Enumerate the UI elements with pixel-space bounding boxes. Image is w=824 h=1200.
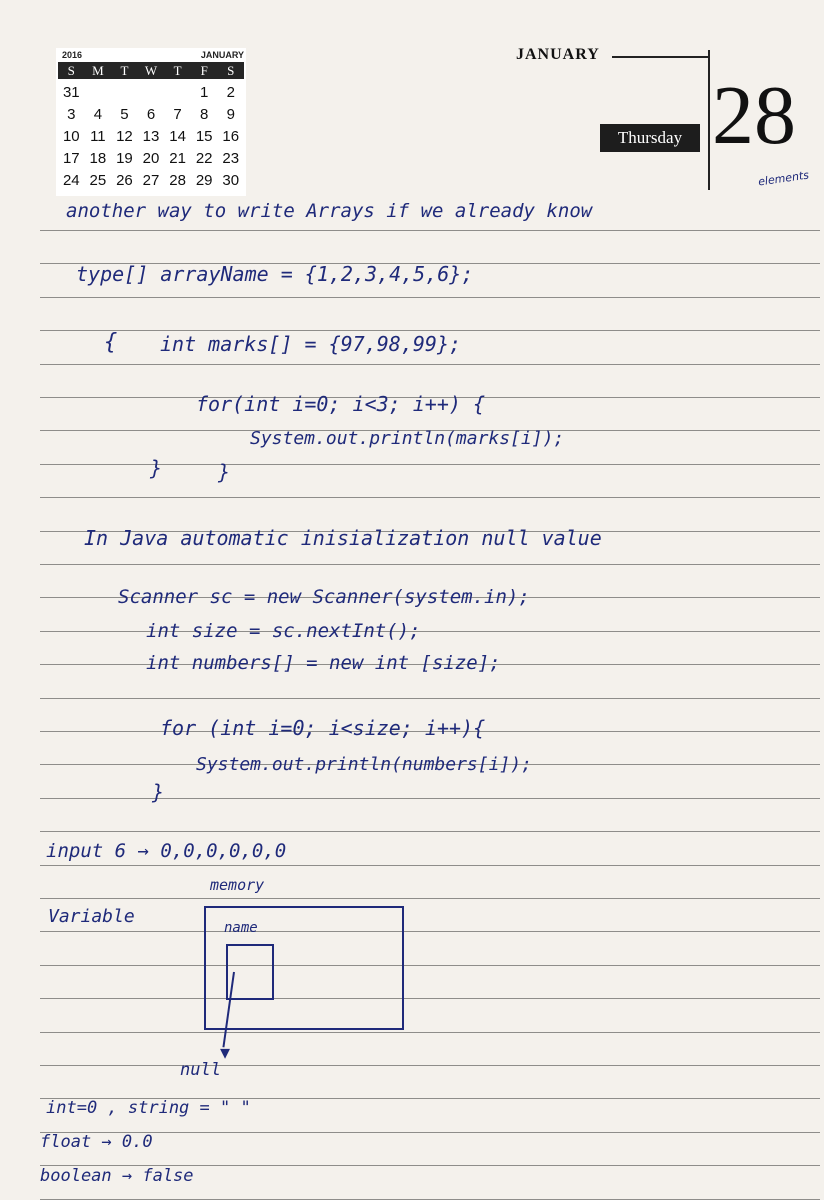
- calendar-day: 8: [200, 106, 209, 123]
- calendar-day: 25: [89, 172, 107, 189]
- calendar-day: 7: [173, 106, 182, 123]
- calendar-day: 5: [120, 106, 129, 123]
- month-underline: [612, 56, 708, 58]
- code-line: int marks[] = {97,98,99};: [160, 332, 462, 356]
- arrow-head-icon: ▾: [220, 1040, 231, 1064]
- weekday-label: Thursday: [600, 124, 700, 152]
- code-line: int numbers[] = new int [size];: [146, 652, 501, 674]
- memory-label: memory: [210, 876, 265, 894]
- code-line: System.out.println(numbers[i]);: [196, 754, 532, 775]
- calendar-year: 2016: [62, 50, 83, 60]
- rule-line: [40, 564, 820, 565]
- calendar-month: JANUARY: [200, 50, 244, 60]
- calendar-day: 1: [200, 84, 209, 101]
- calendar-day: 13: [142, 128, 160, 145]
- day-number: 28: [712, 69, 796, 162]
- code-line: type[] arrayName = {1,2,3,4,5,6};: [76, 262, 474, 286]
- rule-line: [40, 364, 820, 365]
- calendar-day: 6: [146, 106, 156, 123]
- rule-line: [40, 1065, 820, 1066]
- calendar-day: 11: [90, 128, 106, 145]
- side-note: elements: [757, 168, 810, 189]
- calendar-day: 4: [93, 106, 103, 123]
- rule-line: [40, 831, 820, 832]
- rule-line: [40, 330, 820, 331]
- calendar-day: 21: [169, 150, 186, 167]
- rule-line: [40, 698, 820, 699]
- calendar-day: [138, 82, 165, 104]
- calendar-day: 2: [226, 84, 235, 101]
- calendar-day: 29: [195, 172, 213, 189]
- calendar-grid: [58, 82, 244, 192]
- rule-line: [40, 230, 820, 231]
- brace: }: [150, 456, 163, 480]
- rule-line: [40, 865, 820, 866]
- rule-line: [40, 898, 820, 899]
- calendar-day: 10: [62, 128, 80, 145]
- calendar-day: 22: [195, 150, 213, 167]
- rule-line: [40, 1132, 820, 1133]
- calendar-day: 23: [222, 150, 240, 167]
- calendar-day: 19: [116, 150, 133, 167]
- calendar-weekday: M: [92, 63, 104, 78]
- calendar-day: 31: [62, 84, 80, 101]
- calendar-day: 9: [226, 106, 235, 123]
- calendar-weekday: T: [120, 63, 129, 78]
- note-line: input 6 → 0,0,0,0,0,0: [46, 840, 287, 862]
- calendar-day: 27: [142, 172, 160, 189]
- calendar-day: 20: [142, 150, 160, 167]
- code-line: for(int i=0; i<3; i++) {: [196, 392, 485, 416]
- calendar-day: 18: [89, 150, 107, 167]
- calendar-day: 28: [169, 172, 186, 189]
- calendar-weekday: F: [200, 63, 208, 78]
- rule-line: [40, 497, 820, 498]
- rule-line: [40, 1032, 820, 1033]
- brace: }: [152, 780, 165, 804]
- calendar-day: 30: [222, 172, 240, 189]
- calendar-day: 12: [116, 128, 133, 145]
- code-line: int size = sc.nextInt();: [146, 620, 421, 642]
- note-line: float → 0.0: [40, 1132, 153, 1152]
- calendar-day: [85, 82, 112, 104]
- note-line: boolean → false: [40, 1166, 194, 1186]
- calendar-day: 26: [116, 172, 133, 189]
- calendar-weekday: T: [173, 63, 182, 78]
- calendar-weekday: S: [227, 63, 235, 78]
- note-line: int=0 , string = " ": [46, 1098, 251, 1118]
- calendar-day: 17: [62, 150, 80, 167]
- code-line: for (int i=0; i<size; i++){: [160, 716, 486, 740]
- note-line: another way to write Arrays if we already know: [66, 200, 593, 222]
- variable-label: Variable: [48, 906, 135, 927]
- calendar-week: [58, 104, 244, 126]
- name-label: name: [224, 920, 258, 936]
- calendar-weekday: W: [144, 63, 158, 78]
- code-line: System.out.println(marks[i]);: [250, 428, 565, 449]
- calendar-week: [58, 126, 244, 148]
- calendar-day: 24: [62, 172, 80, 189]
- calendar-day: 14: [169, 128, 186, 145]
- calendar-weekday: S: [67, 63, 75, 78]
- mini-calendar: [56, 48, 246, 196]
- calendar-day: 16: [222, 128, 240, 145]
- rule-line: [40, 931, 820, 932]
- calendar-day: 3: [67, 106, 76, 123]
- month-title: JANUARY: [516, 46, 600, 63]
- calendar-week: [58, 170, 244, 192]
- calendar-day: [164, 82, 191, 104]
- calendar-week: [58, 148, 244, 170]
- header-divider: [708, 50, 710, 190]
- brace: }: [218, 460, 231, 484]
- null-label: null: [180, 1060, 221, 1080]
- rule-line: [40, 297, 820, 298]
- calendar-day: [111, 82, 138, 104]
- code-line: Scanner sc = new Scanner(system.in);: [118, 586, 530, 608]
- rule-line: [40, 965, 820, 966]
- calendar-week: [58, 82, 244, 104]
- calendar-day: 15: [195, 128, 213, 145]
- rule-line: [40, 998, 820, 999]
- note-line: In Java automatic inisialization null value: [84, 526, 602, 550]
- brace: {: [104, 330, 118, 355]
- calendar-weekday-header: [58, 62, 244, 79]
